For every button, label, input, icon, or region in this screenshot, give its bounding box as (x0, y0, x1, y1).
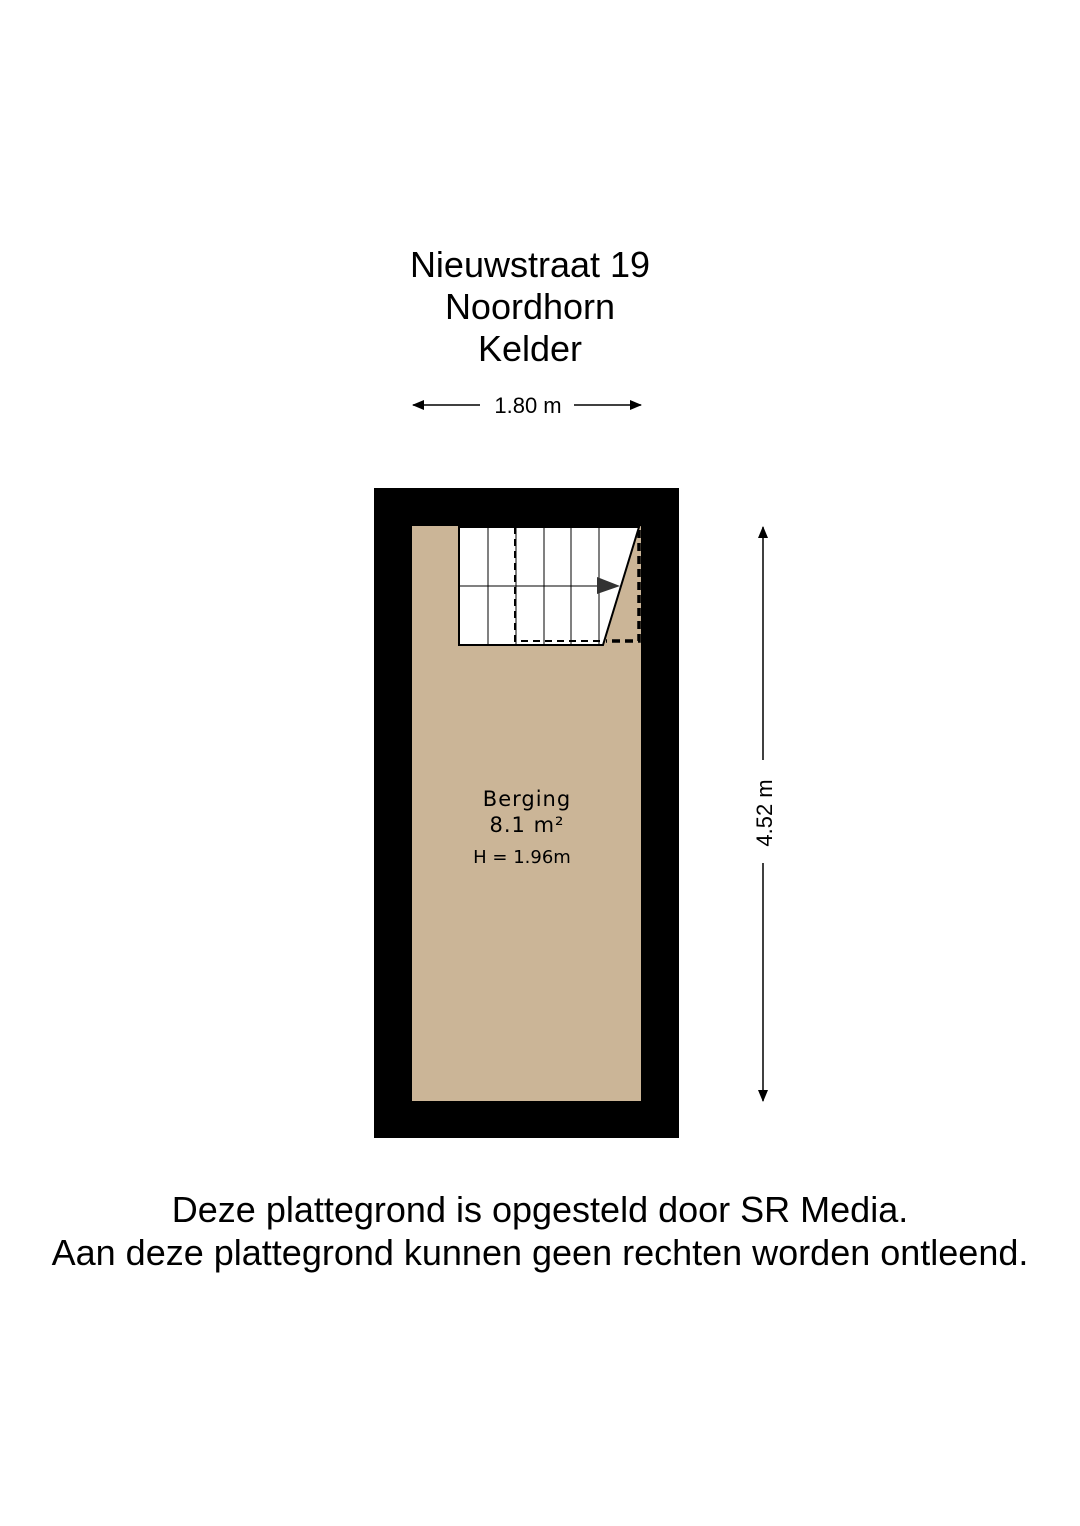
room-ceiling-height: H = 1.96m (473, 847, 571, 868)
width-dimension-label: 1.80 m (482, 393, 574, 419)
disclaimer-line-2: Aan deze plattegrond kunnen geen rechten worden ontleend. (51, 1232, 1029, 1273)
room-name: Berging (482, 787, 572, 811)
disclaimer (0, 1188, 1080, 1274)
height-dimension-label: 4.52 m (752, 763, 778, 863)
room-area: 8.1 m² (489, 813, 565, 837)
disclaimer-line-1: Deze plattegrond is opgesteld door SR Media. (171, 1189, 909, 1230)
address-city: Noordhorn (444, 286, 616, 327)
address-street: Nieuwstraat 19 (409, 244, 651, 285)
floor-name: Kelder (477, 328, 583, 369)
